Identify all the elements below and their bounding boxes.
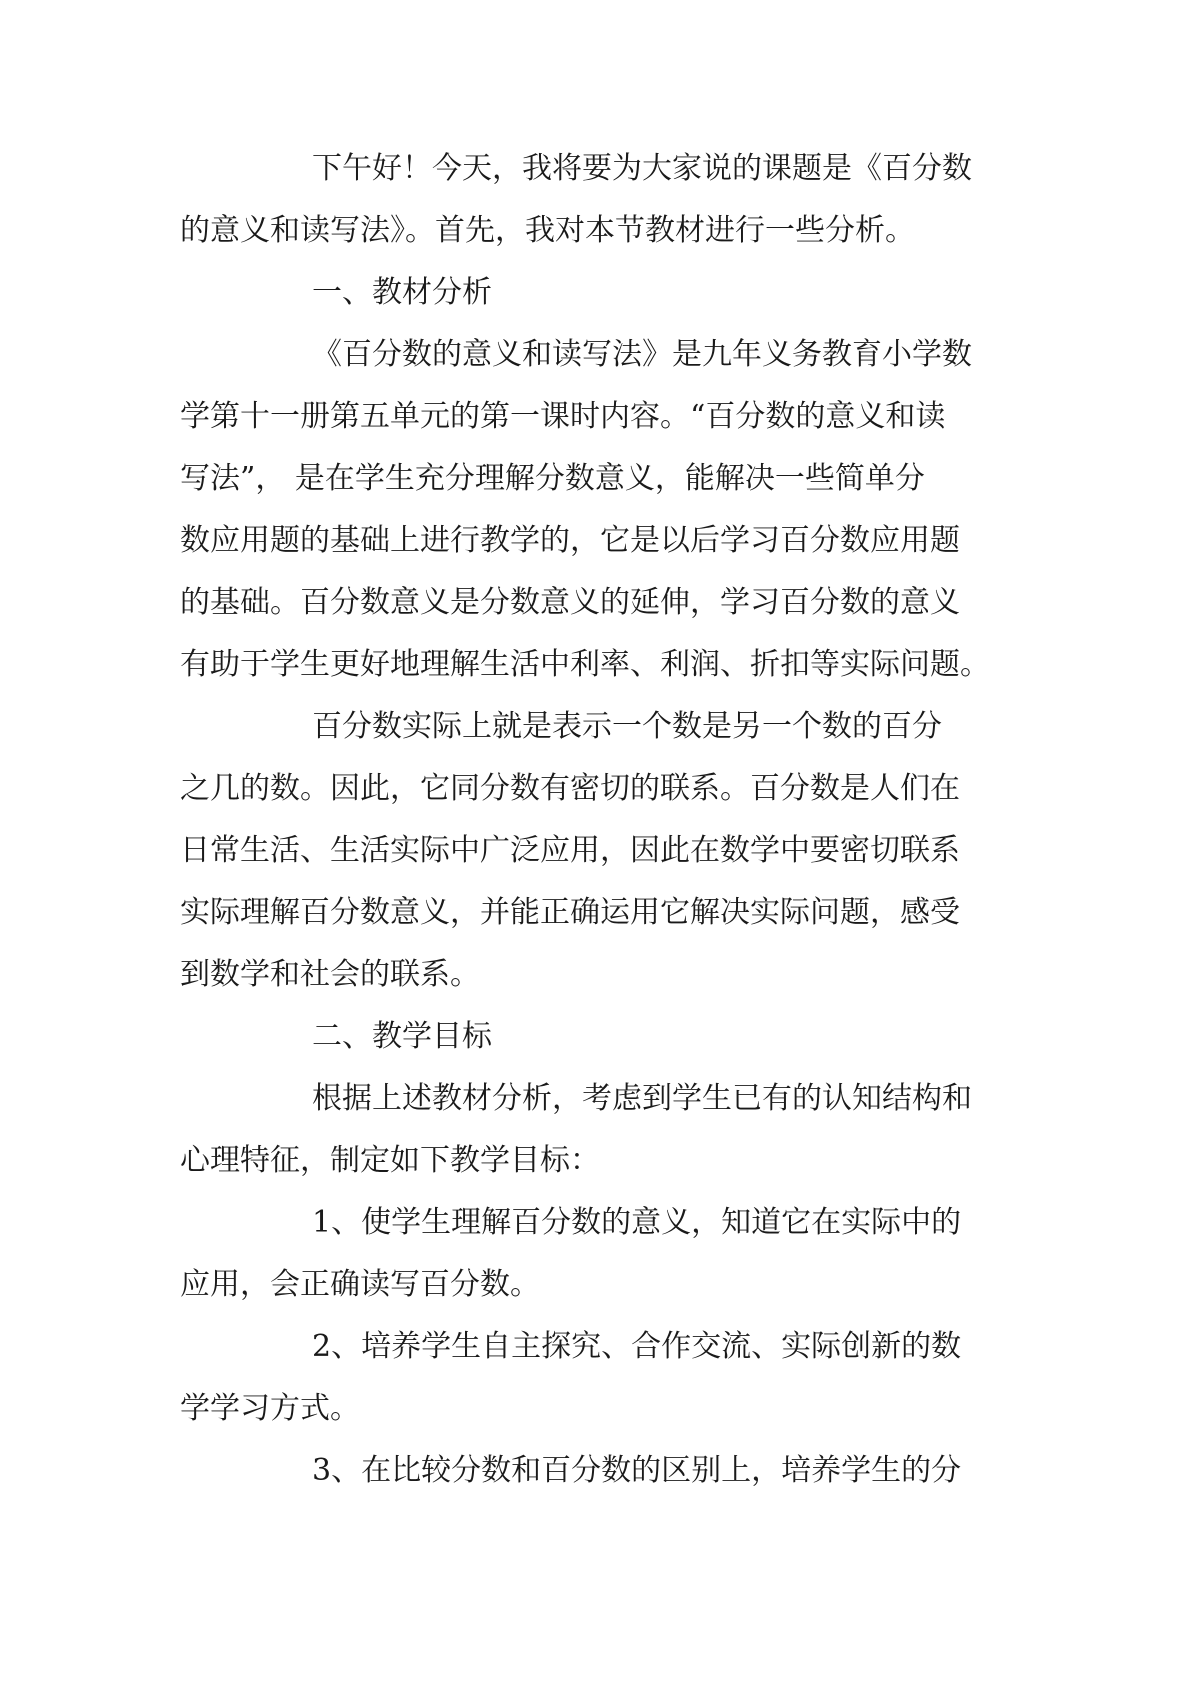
text-line: 《百分数的意义和读写法》是九年义务教育小学数	[312, 337, 972, 372]
text-line: 学第十一册第五单元的第一课时内容。“百分数的意义和读	[180, 399, 946, 434]
text-line: 数应用题的基础上进行教学的，它是以后学习百分数应用题	[180, 523, 960, 558]
text-line: 之几的数。因此，它同分数有密切的联系。百分数是人们在	[180, 771, 960, 806]
text-line: 的意义和读写法》。首先，我对本节教材进行一些分析。	[180, 213, 915, 248]
list-item: 1、使学生理解百分数的意义，知道它在实际中的	[312, 1205, 962, 1240]
section-heading: 一、教材分析	[312, 275, 492, 310]
text-line: 的基础。百分数意义是分数意义的延伸，学习百分数的意义	[180, 585, 960, 620]
document-body	[180, 138, 1060, 1502]
text-line: 到数学和社会的联系。	[180, 957, 480, 992]
text-line: 下午好！今天，我将要为大家说的课题是《百分数	[312, 151, 972, 186]
text-line: 心理特征，制定如下教学目标：	[180, 1143, 600, 1178]
text-line: 百分数实际上就是表示一个数是另一个数的百分	[312, 709, 942, 744]
text-line: 日常生活、生活实际中广泛应用，因此在数学中要密切联系	[180, 833, 960, 868]
text-line: 实际理解百分数意义，并能正确运用它解决实际问题，感受	[180, 895, 960, 930]
text-line: 应用，会正确读写百分数。	[180, 1267, 540, 1302]
list-item: 2、培养学生自主探究、合作交流、实际创新的数	[312, 1329, 962, 1364]
text-line: 写法”， 是在学生充分理解分数意义，能解决一些简单分	[180, 461, 925, 496]
text-line: 根据上述教材分析，考虑到学生已有的认知结构和	[312, 1081, 972, 1116]
text-line: 有助于学生更好地理解生活中利率、利润、折扣等实际问题。	[180, 647, 990, 682]
list-item: 3、在比较分数和百分数的区别上，培养学生的分	[312, 1453, 962, 1488]
section-heading: 二、教学目标	[312, 1019, 492, 1054]
text-line: 学学习方式。	[180, 1391, 360, 1426]
